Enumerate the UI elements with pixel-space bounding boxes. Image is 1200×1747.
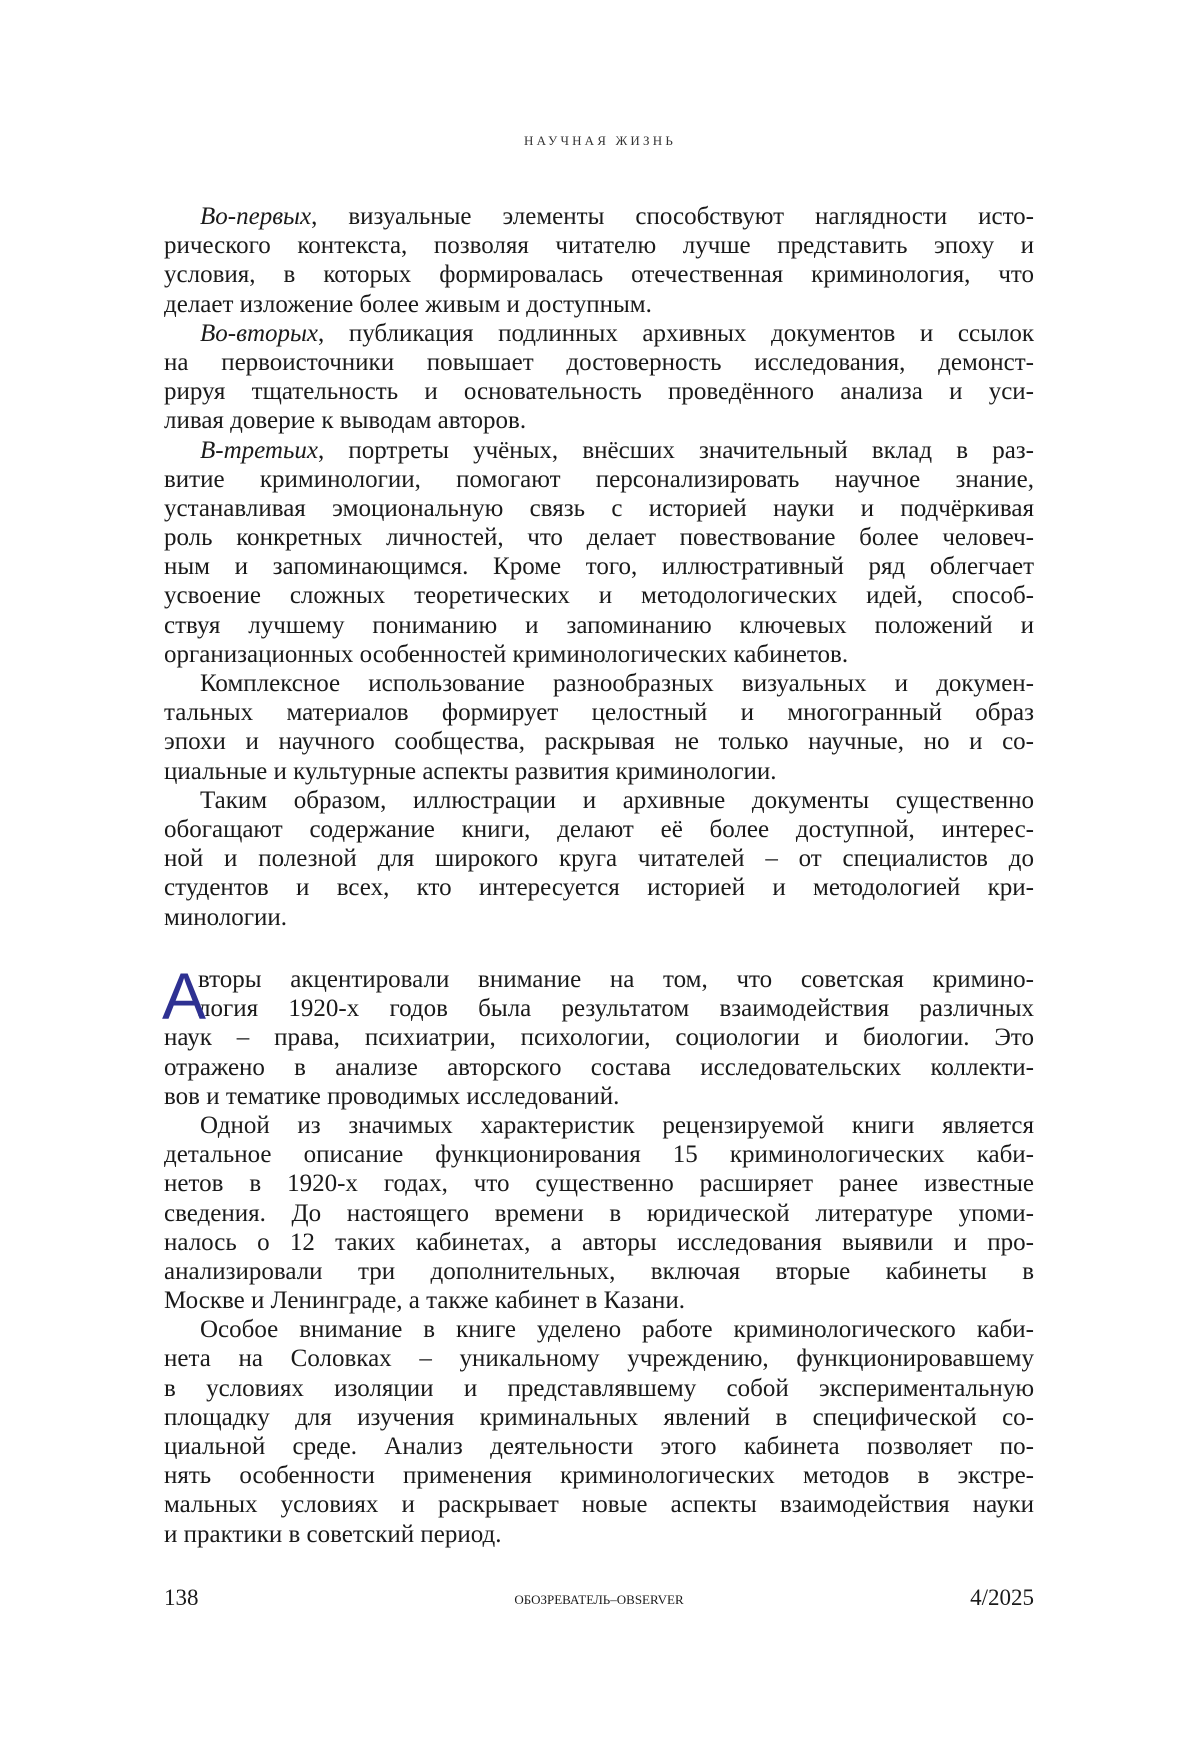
text-line: организационных особенностей криминологических кабинетов. [164,640,849,668]
text-line: ной и полезной для широкого круга читателей – от специалистов до [164,845,1034,873]
running-head: НАУЧНАЯ ЖИЗНЬ [524,133,676,148]
text-line: ливая доверие к выводам авторов. [164,407,527,435]
text-line: детальное описание функционирования 15 криминологических каби- [164,1141,1034,1169]
text-line: рируя тщательность и основательность проведённого анализа и уси- [164,378,1034,406]
text-line [164,436,1034,465]
text-line: Таким образом, иллюстрации и архивные документы существенно [200,786,1034,814]
text-line: усвоение сложных теоретических и методологических идей, способ- [164,582,1034,610]
paragraph [164,786,1034,932]
paragraph [164,436,1034,670]
paragraph [164,1111,1034,1315]
text-line: сведения. До настоящего времени в юридической литературе упоми- [164,1199,1034,1227]
text-line: эпохи и научного сообщества, раскрывая не только научные, но и со- [164,728,1034,756]
text-line: Одной из значимых характеристик рецензируемой книги является [200,1111,1034,1139]
text-line: устанавливая эмоциональную связь с историей науки и подчёркивая [164,494,1034,522]
text-line: нетов в 1920-х годах, что существенно расширяет ранее известные [164,1170,1034,1198]
paragraph [164,319,1034,436]
text-line: Особое внимание в книге уделено работе криминологического каби- [200,1316,1034,1344]
text-line [164,319,1034,348]
text-line: на первоисточники повышает достоверность исследования, демонст- [164,348,1034,376]
text-line: площадку для изучения криминальных явлений в специфической со- [164,1403,1034,1431]
section-1-text [164,202,1034,932]
text-line: циальной среде. Анализ деятельности этого кабинета позволяет по- [164,1433,1034,1460]
line-text: , портреты учёных, внёсших значительный вклад в раз- [317,436,1034,464]
text-line: Комплексное использование разнообразных визуальных и докумен- [200,670,1034,697]
text-line: витие криминологии, помогают персонализировать научное знание, [164,465,1034,493]
page-number: 138 [164,1585,199,1610]
text-line: рического контекста, позволяя читателю лучше представить эпоху и [164,232,1034,260]
lead-emphasis: В-третьих [200,436,318,464]
issue-number: 4/2025 [970,1585,1034,1610]
text-line: нять особенности применения криминологических методов в экстре- [164,1462,1034,1490]
text-line: и практики в советский период. [164,1520,502,1548]
text-line: отражено в анализе авторского состава исследовательских коллекти- [164,1053,1034,1081]
drop-cap: А [162,959,207,1033]
text-line: в условиях изоляции и представлявшему собой экспериментальную [164,1374,1034,1402]
lead-emphasis: Во-вторых [200,319,319,347]
text-line [164,202,1034,231]
paragraph [164,669,1034,786]
text-line: логия 1920-х годов была результатом взаимодействия различных [198,995,1034,1023]
text-line: обогащают содержание книги, делают её более доступной, интерес- [164,815,1034,843]
text-line: нета на Соловках – уникальному учреждению, функционировавшему [164,1345,1034,1373]
text-line: мальных условиях и раскрывает новые аспекты взаимодействия науки [164,1491,1034,1519]
paragraph [162,959,1034,1111]
paragraph [164,202,1034,319]
line-text: , публикация подлинных архивных документов и ссылок [318,319,1034,347]
paragraph [164,1315,1034,1549]
text-line: налось о 12 таких кабинетах, а авторы исследования выявили и про- [164,1228,1034,1256]
section-2-text [162,959,1034,1549]
text-line: циальные и культурные аспекты развития криминологии. [164,757,777,785]
text-line: вов и тематике проводимых исследований. [164,1082,620,1110]
text-line: делает изложение более живым и доступным. [164,290,652,318]
text-line: минологии. [164,903,287,931]
text-line: анализировали три дополнительных, включая вторые кабинеты в [164,1257,1034,1285]
text-line: ствуя лучшему пониманию и запоминанию ключевых положений и [164,611,1034,639]
page-footer [164,1585,1034,1615]
text-line: наук – права, психиатрии, психологии, социологии и биологии. Это [164,1024,1034,1052]
text-line: ным и запоминающимся. Кроме того, иллюстративный ряд облегчает [164,553,1034,581]
text-line: Москве и Ленинграде, а также кабинет в Казани. [164,1287,685,1315]
text-line: студентов и всех, кто интересуется историей и методологией кри- [164,874,1034,902]
text-line: вторы акцентировали внимание на том, что советская кримино- [198,966,1034,993]
text-line: роль конкретных личностей, что делает повествование более человеч- [164,524,1034,552]
journal-name: ОБОЗРЕВАТЕЛЬ–OBSERVER [514,1592,684,1607]
line-text: , визуальные элементы способствуют наглядности исто- [311,203,1034,230]
lead-emphasis: Во-первых [200,203,312,230]
text-line: тальных материалов формирует целостный и многогранный образ [164,699,1034,727]
text-line: условия, в которых формировалась отечественная криминология, что [164,261,1034,289]
